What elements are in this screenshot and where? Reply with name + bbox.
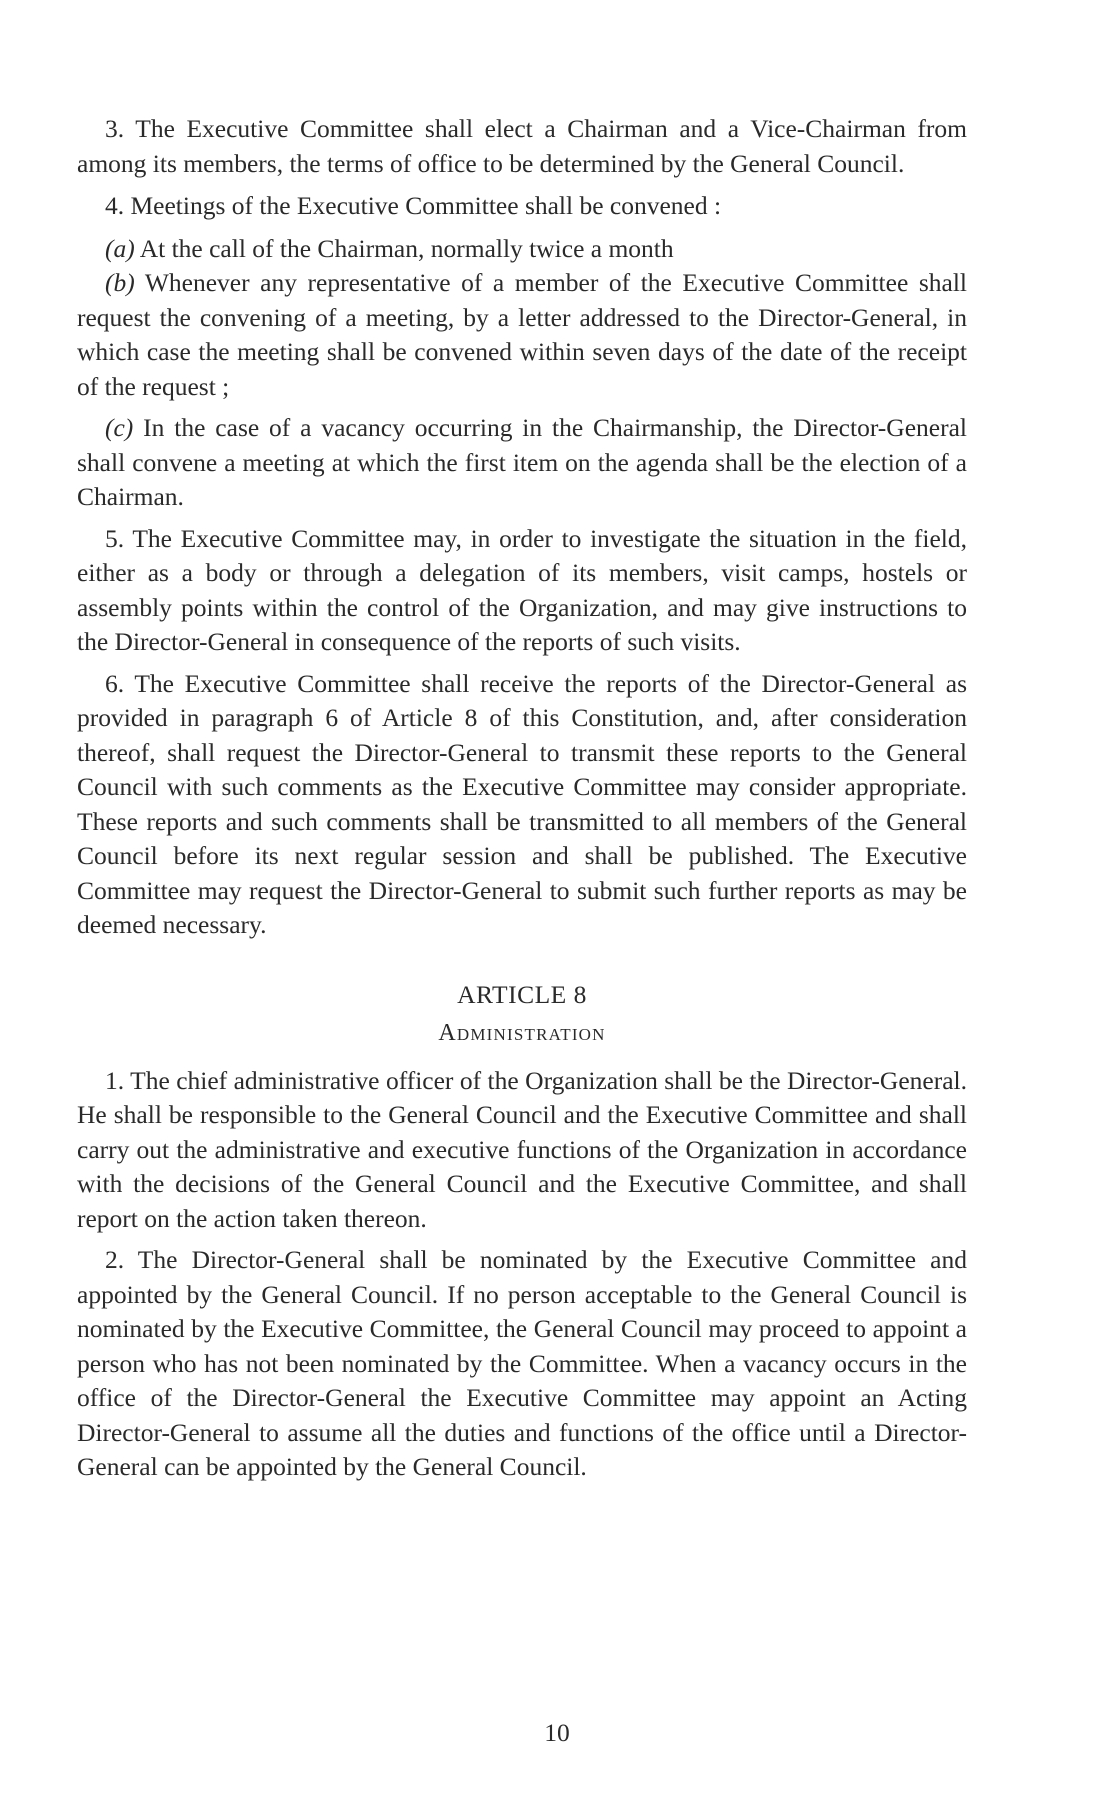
subparagraph-text: At the call of the Chairman, normally twice a month [134,233,674,263]
paragraph-5: 5. The Executive Committee may, in order to investigate the situation in the field, either as a body or through a delegation of its members, visit camps, hostels or assembly points within the control of the Organization, and may give instructions to the Director-General in consequence of the reports of such visits. [77,523,967,656]
subparagraph-4b [77,266,967,404]
paragraph-4: 4. Meetings of the Executive Committee shall be convened : [105,191,722,220]
subparagraph-4a [77,232,967,267]
article-8-paragraph-1: 1. The chief administrative officer of the Organization shall be the Director-General. He shall be responsible to the General Council and the Executive Committee and shall carry out the administrative and executive functions of the Organization in accordance with the decisions of the General Council and the Executive Committee, and shall report on the action taken thereon. [77,1065,967,1233]
document-page [77,112,967,1485]
page-number: 10 [544,1718,570,1747]
subparagraph-text: In the case of a vacancy occurring in the Chairmanship, the Director-General shall convene a meeting at which the first item on the agenda shall be the election of a Chairman. [77,413,967,511]
paragraph-6: 6. The Executive Committee shall receive the reports of the Director-General as provided in paragraph 6 of Article 8 of this Constitution, and, after consideration thereof, shall request the Director-General to transmit these reports to the General Council with such comments as the Executive Committee may consider appropriate. These reports and such comments shall be transmitted to all members of the General Council before its next regular session and shall be published. The Executive Committee may request the Director-General to submit such further reports as may be deemed necessary. [77,668,967,939]
subparagraph-label: (a) [105,233,135,263]
paragraph-3: 3. The Executive Committee shall elect a Chairman and a Vice-Chairman from among its members, the terms of office to be determined by the General Council. [77,114,967,178]
subparagraph-4c [77,411,967,515]
subparagraph-label: (c) [105,413,134,442]
article-subheading: Administration [438,1019,606,1046]
subparagraph-text: Whenever any representative of a member of the Executive Committee shall request the convening of a meeting, by a letter addressed to the Director-General, in which case the meeting shall be convened within seven days of the date of the receipt of the request ; [77,268,967,401]
article-heading: ARTICLE 8 [457,979,587,1009]
article-8-paragraph-2: 2. The Director-General shall be nominated by the Executive Committee and appointed by the General Council. If no person acceptable to the General Council is nominated by the Executive Committee, the General Council may proceed to appoint a person who has not been nominated by the Committee. When a vacancy occurs in the office of the Director-General the Executive Committee may appoint an Acting Director-General to assume all the duties and functions of the office until a Director-General can be appointed by the General Council. [77,1245,967,1481]
subparagraph-label: (b) [105,268,135,297]
